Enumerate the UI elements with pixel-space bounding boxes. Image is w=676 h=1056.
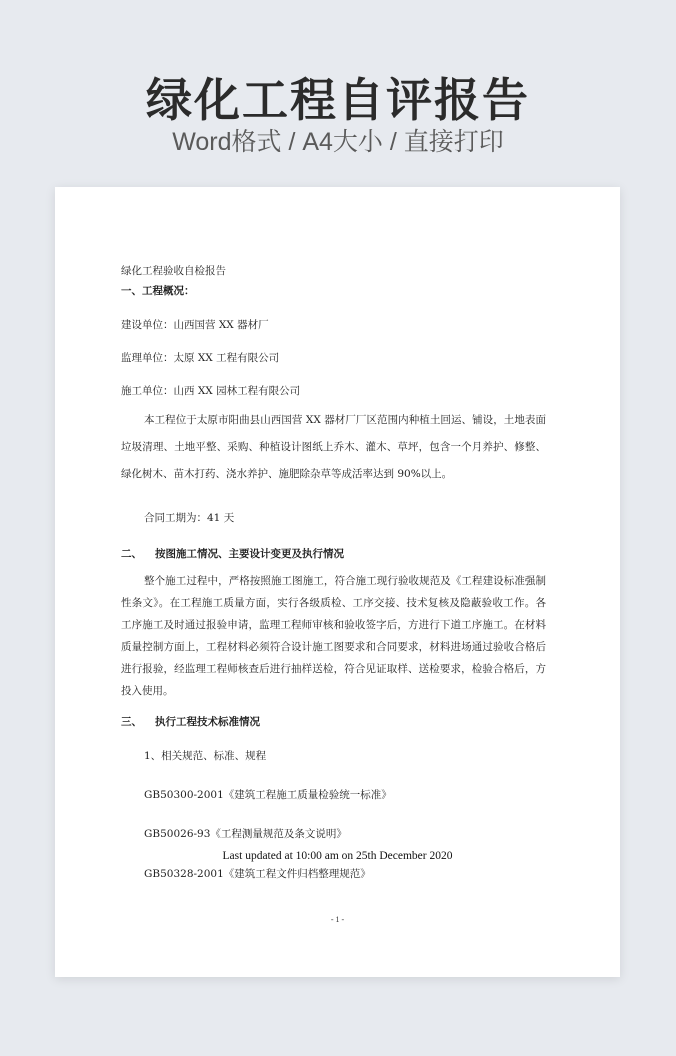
section-3-title: 执行工程技术标准情况 bbox=[155, 716, 260, 728]
standard-item: GB50026-93《工程测量规范及条文说明》 bbox=[144, 828, 347, 840]
document-heading: 绿化工程验收自检报告 bbox=[121, 265, 226, 277]
standard-item: GB50300-2001《建筑工程施工质量检验统一标准》 bbox=[144, 789, 392, 801]
overview-paragraph: 本工程位于太原市阳曲县山西国营 XX 器材厂厂区范围内种植土回运、铺设，土地表面垃圾清理、土地平整、采购、种植设计图纸上乔木、灌木、草坪，包含一个月养护、修整、绿化树木、苗木打药、浇水养护、施肥除杂草等成活率达到 90%以上。 bbox=[121, 414, 546, 480]
banner-subtitle: Word格式 / A4大小 / 直接打印 bbox=[172, 128, 504, 156]
last-updated-note: Last updated at 10:00 am on 25th December 2020 bbox=[222, 850, 453, 862]
supervisor-unit: 监理单位：太原 XX 工程有限公司 bbox=[121, 352, 280, 364]
contract-period: 合同工期为：41 天 bbox=[144, 512, 235, 524]
section-1-title: 一、工程概况： bbox=[121, 285, 195, 297]
standard-item: GB50328-2001《建筑工程文件归档整理规范》 bbox=[144, 868, 371, 880]
document-page bbox=[55, 187, 620, 977]
builder-unit: 建设单位：山西国营 XX 器材厂 bbox=[121, 319, 269, 331]
contractor-unit: 施工单位：山西 XX 园林工程有限公司 bbox=[121, 385, 301, 397]
banner-title: 绿化工程自评报告 bbox=[146, 73, 530, 127]
standards-subheading: 1、相关规范、标准、规程 bbox=[144, 750, 267, 762]
section-3-number: 三、 bbox=[121, 716, 142, 728]
section-2-paragraph: 整个施工过程中，严格按照施工图施工，符合施工现行验收规范及《工程建设标准强制性条文》。在工程施工质量方面，实行各级质检、工序交接、技术复核及隐蔽验收工作。各工序施工及时通过报验申请，监理工程师审核和验收签字后，方进行下道工序施工。在材料质量控制方面上，工程材料必须符合设计施工图要求和合同要求，材料进场通过验收合格后进行报验，经监理工程师核查后进行抽样送检，符合见证取样、送检要求，检验合格后，方投入使用。 bbox=[121, 575, 546, 697]
section-2-title: 按图施工情况、主要设计变更及执行情况 bbox=[155, 548, 344, 560]
section-2-number: 二、 bbox=[121, 548, 142, 560]
page-number: - 1 - bbox=[330, 915, 345, 924]
